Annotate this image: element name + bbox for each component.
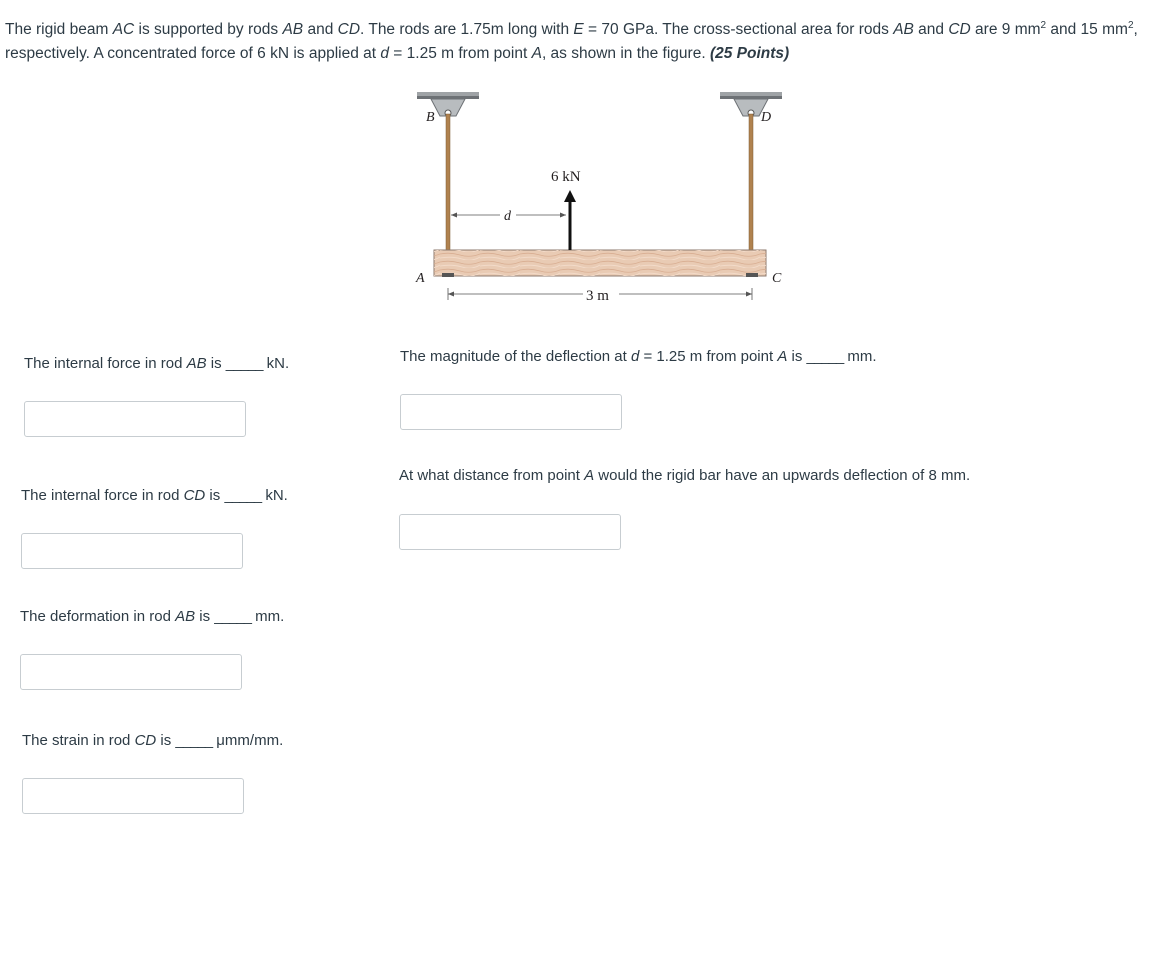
d-label: d	[504, 209, 511, 224]
problem-statement: The rigid beam AC is supported by rods AB and CD. The rods are 1.75m long with E = 70 GPa. The cross-sectional area for rods AB and CD are 9 $mm^2$ and 15 $mm^2$, respectively. A concentrated force of 6 kN is applied at d = 1.25 m from point A, as shown in the figure. (25 Points)	[5, 20, 1138, 62]
points-label: (25 Points)	[709, 45, 790, 62]
question-strain-cd: The strain in rod CD is _____ μmm/mm.	[22, 732, 284, 749]
question-deflection: The magnitude of the deflection at d = 1.25 m from point A is _____ mm.	[400, 348, 877, 365]
rod-ab	[446, 114, 450, 250]
span-label: 3 m	[586, 288, 609, 304]
rigid-beam	[434, 250, 766, 277]
label-b: B	[426, 110, 435, 125]
question-force-cd: The internal force in rod CD is _____ kN.	[21, 487, 288, 504]
beam-figure	[400, 84, 800, 314]
label-a: A	[416, 271, 425, 286]
answer-strain-cd-input[interactable]	[22, 778, 244, 814]
answer-deformation-ab-input[interactable]	[20, 654, 242, 690]
force-label: 6 kN	[551, 169, 581, 185]
support-d	[720, 92, 782, 116]
question-deformation-ab: The deformation in rod AB is _____ mm.	[20, 608, 285, 625]
answer-deflection-input[interactable]	[400, 394, 622, 430]
label-d: D	[761, 110, 772, 125]
answer-force-cd-input[interactable]	[21, 533, 243, 569]
answer-distance-input[interactable]	[399, 514, 621, 550]
question-upward-deflection-distance: At what distance from point A would the rigid bar have an upwards deflection of 8 mm.	[399, 467, 971, 484]
question-force-ab: The internal force in rod AB is _____ kN.	[24, 355, 290, 372]
rod-cd	[749, 114, 753, 250]
force-arrow	[564, 190, 576, 250]
label-c: C	[772, 271, 782, 286]
answer-force-ab-input[interactable]	[24, 401, 246, 437]
